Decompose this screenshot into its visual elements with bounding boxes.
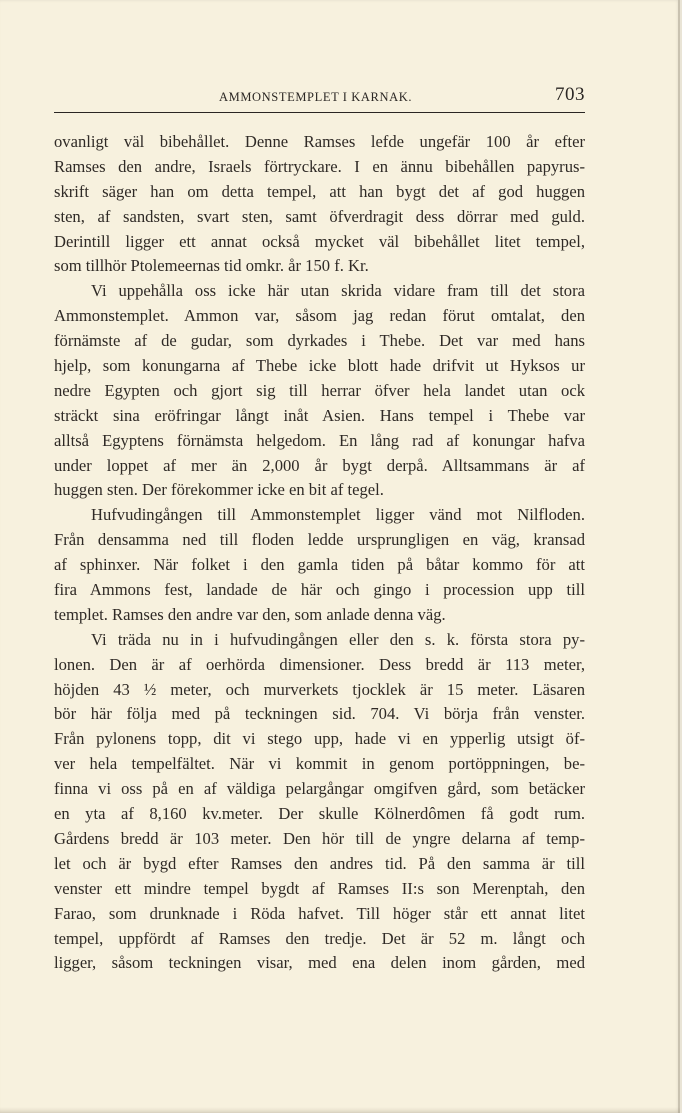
text-line: en yta af 8,160 kv.meter. Der skulle Kölnerdômen få godt rum. <box>54 804 585 824</box>
page-number: 703 <box>555 84 585 105</box>
text-line: templet. Ramses den andre var den, som anlade denna väg. <box>54 604 446 624</box>
running-title: AMMONSTEMPLET I KARNAK. <box>219 90 413 104</box>
text-line: nedre Egypten och gjort sig till herrar öfver hela landet utan ock <box>54 380 585 400</box>
text-line: höjden 43 ½ meter, och murverkets tjocklek är 15 meter. Läsaren <box>54 679 585 699</box>
text-line: Från densamma ned till floden ledde ursprungligen en väg, kransad <box>54 530 585 550</box>
text-line: under loppet af mer än 2,000 år bygt derpå. Alltsammans är af <box>54 455 585 475</box>
body-text <box>54 130 585 976</box>
text-line: ver hela tempelfältet. När vi kommit in genom portöppningen, be- <box>54 754 585 774</box>
page-edge <box>678 0 680 1113</box>
text-line: finna vi oss på en af väldiga pelargångar omgifven gård, som betäcker <box>54 779 585 799</box>
text-line: Ammonstemplet. Ammon var, såsom jag redan förut omtalat, den <box>54 306 585 326</box>
text-line: tempel, uppfördt af Ramses den tredje. Det är 52 m. långt och <box>54 928 585 948</box>
text-line: Ramses den andre, Israels förtryckare. I en ännu bibehållen papyrus- <box>54 156 585 176</box>
text-line: Hufvudingången till Ammonstemplet ligger vänd mot Nilfloden. <box>91 505 585 525</box>
text-line: Vi träda nu in i hufvudingången eller den s. k. första stora py- <box>91 629 585 649</box>
text-line: fira Ammons fest, landade de här och gingo i procession upp till <box>54 580 585 600</box>
text-line: let och är bygd efter Ramses den andres tid. På den samma är till <box>54 853 585 873</box>
text-line: sträckt sina eröfringar långt inåt Asien. Hans tempel i Thebe var <box>54 405 585 425</box>
text-line: hjelp, som konungarna af Thebe icke blott hade drifvit ut Hyksos ur <box>54 356 585 376</box>
text-line: ligger, såsom teckningen visar, med ena delen inom gården, med <box>54 953 585 973</box>
text-line: bör här följa med på teckningen sid. 704. Vi börja från venster. <box>54 704 585 724</box>
text-line: som tillhör Ptolemeernas tid omkr. år 150 f. Kr. <box>54 256 369 276</box>
text-line: venster ett mindre tempel bygdt af Ramses II:s son Merenptah, den <box>54 878 585 898</box>
text-line: lonen. Den är af oerhörda dimensioner. Dess bredd är 113 meter, <box>54 654 585 674</box>
text-line: alltså Egyptens förnämsta helgedom. En lång rad af konungar hafva <box>54 430 585 450</box>
text-line: ovanligt väl bibehållet. Denne Ramses lefde ungefär 100 år efter <box>54 132 585 151</box>
text-line: skrift säger han om detta tempel, att han bygt det af god huggen <box>54 181 585 201</box>
text-line: sten, af sandsten, svart sten, samt öfverdragit dess dörrar med guld. <box>54 206 585 226</box>
text-line: Från pylonens topp, dit vi stego upp, hade vi en ypperlig utsigt öf- <box>54 729 585 749</box>
text-line: Farao, som drunknade i Röda hafvet. Till höger står ett annat litet <box>54 903 585 923</box>
text-line: förnämste af de gudar, som dyrkades i Thebe. Det var med hans <box>54 331 585 351</box>
text-line: huggen sten. Der förekommer icke en bit af tegel. <box>54 480 384 500</box>
text-line: af sphinxer. När folket i den gamla tiden på båtar kommo för att <box>54 555 585 575</box>
text-line: Derintill ligger ett annat också mycket väl bibehållet litet tempel, <box>54 231 585 251</box>
text-line: Gårdens bredd är 103 meter. Den hör till de yngre delarna af temp- <box>54 828 585 848</box>
page-header <box>54 82 585 113</box>
page-bottom-edge <box>0 1107 680 1113</box>
text-line: Vi uppehålla oss icke här utan skrida vidare fram till det stora <box>91 281 585 301</box>
